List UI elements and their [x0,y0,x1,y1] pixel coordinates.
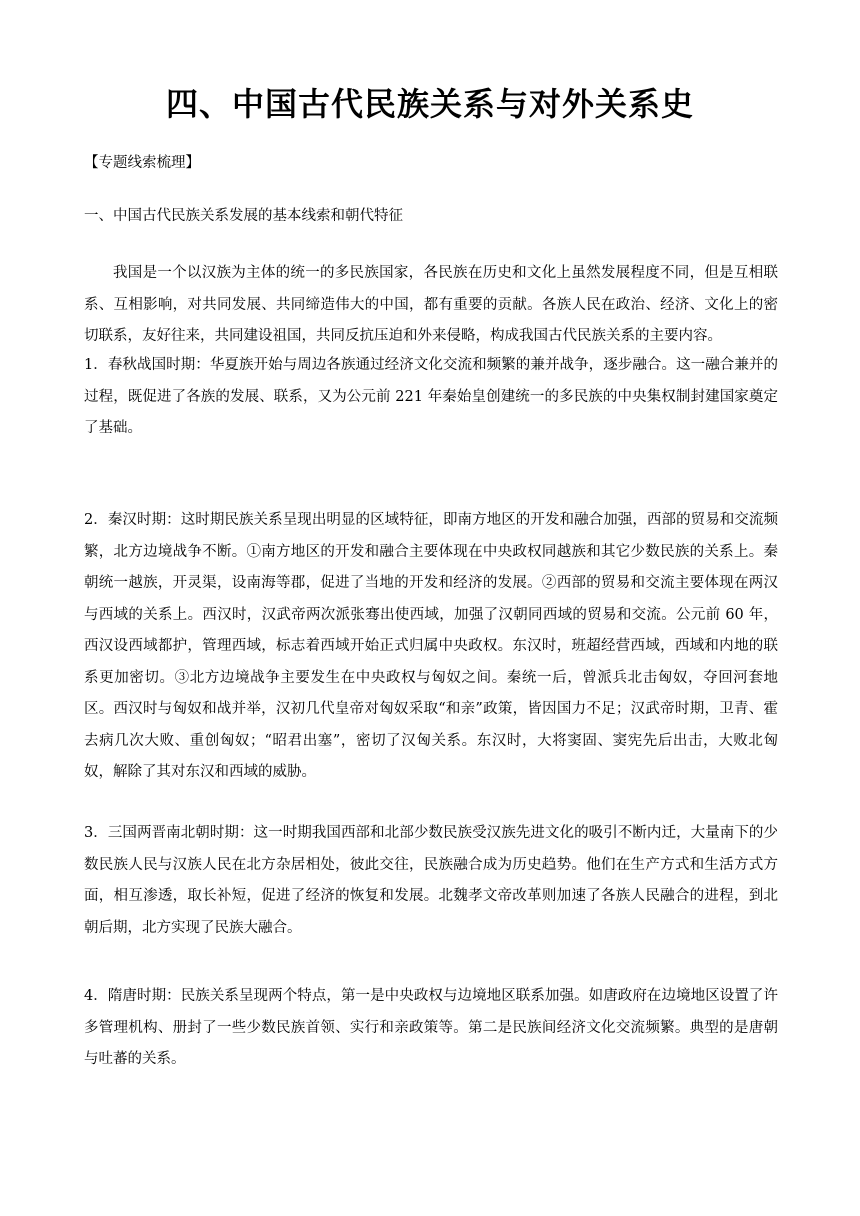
item-paragraph-qin-han: 2．秦汉时期：这时期民族关系呈现出明显的区域特征，即南方地区的开发和融合加强，西部的贸易和交流频繁，北方边境战争不断。①南方地区的开发和融合主要体现在中央政权同越族和其它少数民族的关系上。秦朝统一越族，开灵渠，设南海等郡，促进了当地的开发和经济的发展。②西部的贸易和交流主要体现在两汉与西域的关系上。西汉时，汉武帝两次派张骞出使西域，加强了汉朝同西域的贸易和交流。公元前 60 年，西汉设西域都护，管理西域，标志着西域开始正式归属中央政权。东汉时，班超经营西域，西域和内地的联系更加密切。③北方边境战争主要发生在中央政权与匈奴之间。秦统一后，曾派兵北击匈奴，夺回河套地区。西汉时与匈奴和战并举，汉初几代皇帝对匈奴采取“和亲”政策，皆因国力不足；汉武帝时期，卫青、霍去病几次大败、重创匈奴；“昭君出塞”，密切了汉匈关系。东汉时，大将窦固、窦宪先后出击，大败北匈奴，解除了其对东汉和西域的威胁。 [84,512,778,780]
intro-paragraph: 我国是一个以汉族为主体的统一的多民族国家，各民族在历史和文化上虽然发展程度不同，但是互相联系、互相影响，对共同发展、共同缔造伟大的中国，都有重要的贡献。各族人民在政治、经济、文化上的密切联系，友好往来，共同建设祖国，共同反抗压迫和外来侵略，构成我国古代民族关系的主要内容。 [84,265,778,344]
page-title: 四、中国古代民族关系与对外关系史 [165,85,694,123]
item-paragraph-spring-autumn: 1．春秋战国时期：华夏族开始与周边各族通过经济文化交流和频繁的兼并战争，逐步融合。这一融合兼并的过程，既促进了各族的发展、联系，又为公元前 221 年秦始皇创建统一的多民族的中央集权制封建国家奠定了基础。 [84,357,778,436]
item-paragraph-sui-tang: 4．隋唐时期：民族关系呈现两个特点，第一是中央政权与边境地区联系加强。如唐政府在边境地区设置了许多管理机构、册封了一些少数民族首领、实行和亲政策等。第二是民族间经济文化交流频繁。典型的是唐朝与吐蕃的关系。 [84,988,778,1067]
section-label: 【专题线索梳理】 [84,155,200,171]
item-paragraph-three-kingdoms: 3．三国两晋南北朝时期：这一时期我国西部和北部少数民族受汉族先进文化的吸引不断内迁，大量南下的少数民族人民与汉族人民在北方杂居相处，彼此交往，民族融合成为历史趋势。他们在生产方式和生活方式方面，相互渗透，取长补短，促进了经济的恢复和发展。北魏孝文帝改革则加速了各族人民融合的进程，到北朝后期，北方实现了民族大融合。 [84,825,778,936]
section-heading: 一、中国古代民族关系发展的基本线索和朝代特征 [84,208,403,224]
